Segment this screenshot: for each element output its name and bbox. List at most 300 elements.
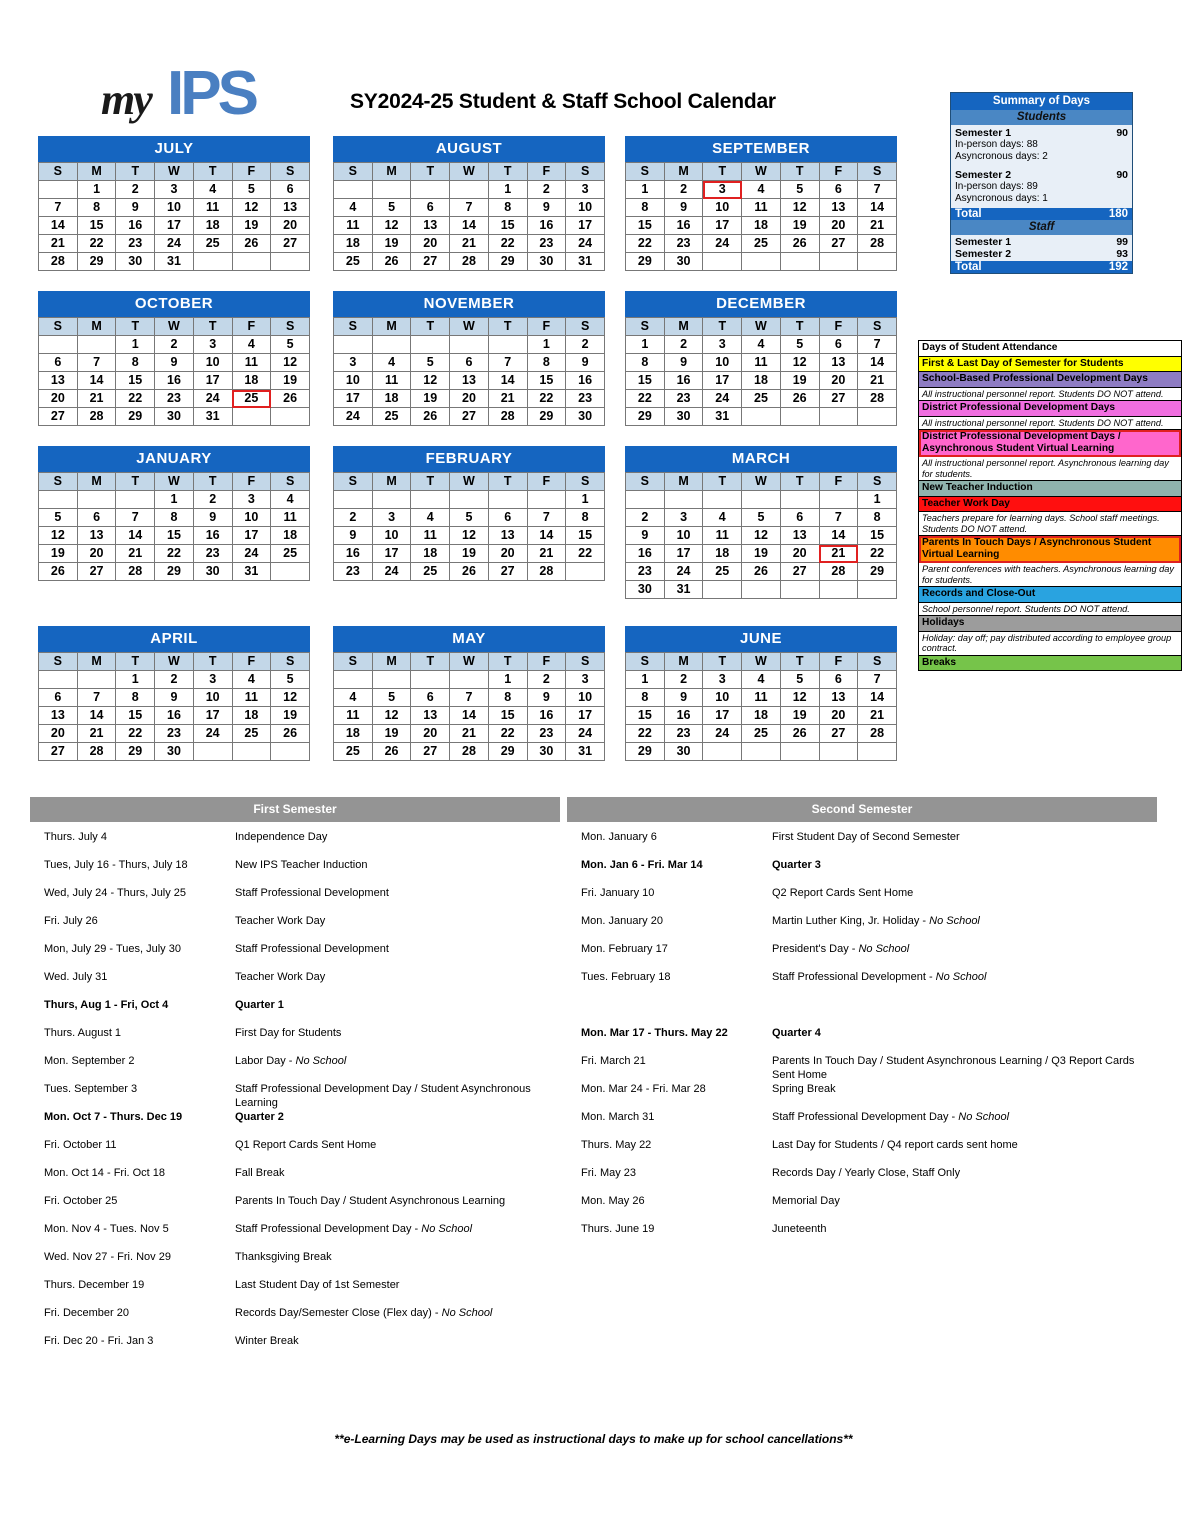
day-cell[interactable]: 22 [116,725,155,743]
day-cell[interactable]: 9 [334,527,373,545]
day-cell[interactable]: 12 [780,689,819,707]
day-cell[interactable]: 24 [703,725,742,743]
day-cell[interactable]: 29 [116,408,155,426]
day-cell[interactable]: 5 [450,509,489,527]
day-cell[interactable]: 17 [566,707,605,725]
day-cell[interactable]: 13 [271,199,310,217]
day-cell[interactable]: 18 [334,725,373,743]
day-cell[interactable]: 1 [488,671,527,689]
day-cell[interactable]: 19 [372,235,411,253]
day-cell[interactable]: 1 [527,336,566,354]
day-cell[interactable]: 8 [527,354,566,372]
day-cell[interactable]: 28 [858,235,897,253]
day-cell[interactable]: 7 [77,689,116,707]
day-cell[interactable]: 15 [858,527,897,545]
day-cell[interactable]: 17 [155,217,194,235]
day-cell[interactable]: 12 [39,527,78,545]
day-cell[interactable]: 25 [334,253,373,271]
day-cell[interactable]: 6 [450,354,489,372]
day-cell[interactable]: 26 [780,235,819,253]
day-cell[interactable]: 4 [372,354,411,372]
day-cell[interactable]: 8 [116,354,155,372]
day-cell[interactable]: 6 [411,689,450,707]
day-cell[interactable]: 24 [155,235,194,253]
day-cell[interactable]: 1 [488,181,527,199]
day-cell[interactable]: 27 [411,253,450,271]
day-cell[interactable]: 18 [742,217,781,235]
day-cell[interactable]: 20 [819,217,858,235]
day-cell[interactable]: 19 [742,545,781,563]
day-cell[interactable]: 11 [703,527,742,545]
day-cell[interactable]: 24 [566,235,605,253]
day-cell[interactable]: 11 [334,707,373,725]
day-cell[interactable]: 25 [742,235,781,253]
day-cell[interactable]: 18 [232,372,271,390]
day-cell[interactable]: 22 [626,390,665,408]
day-cell[interactable]: 31 [566,253,605,271]
day-cell[interactable]: 25 [271,545,310,563]
day-cell[interactable]: 12 [372,217,411,235]
day-cell[interactable]: 9 [664,354,703,372]
day-cell[interactable]: 13 [488,527,527,545]
day-cell[interactable]: 28 [858,390,897,408]
day-cell[interactable]: 7 [858,336,897,354]
day-cell[interactable]: 24 [372,563,411,581]
day-cell[interactable]: 2 [626,509,665,527]
day-cell[interactable]: 14 [116,527,155,545]
day-cell[interactable]: 13 [780,527,819,545]
day-cell[interactable]: 28 [116,563,155,581]
day-cell[interactable]: 5 [780,671,819,689]
day-cell[interactable]: 19 [780,217,819,235]
day-cell[interactable]: 10 [566,689,605,707]
day-cell[interactable]: 8 [626,689,665,707]
day-cell[interactable]: 24 [664,563,703,581]
day-cell[interactable]: 5 [372,689,411,707]
day-cell[interactable]: 16 [155,707,194,725]
day-cell[interactable]: 28 [527,563,566,581]
day-cell[interactable]: 6 [488,509,527,527]
day-cell[interactable]: 25 [703,563,742,581]
day-cell[interactable]: 19 [232,217,271,235]
day-cell[interactable]: 10 [193,354,232,372]
day-cell[interactable]: 20 [780,545,819,563]
day-cell[interactable]: 22 [626,725,665,743]
day-cell[interactable]: 7 [488,354,527,372]
day-cell[interactable]: 1 [155,491,194,509]
day-cell[interactable]: 24 [193,390,232,408]
day-cell[interactable]: 6 [780,509,819,527]
day-cell[interactable]: 2 [527,181,566,199]
day-cell[interactable]: 26 [411,408,450,426]
day-cell[interactable]: 2 [566,336,605,354]
day-cell[interactable]: 11 [193,199,232,217]
day-cell[interactable]: 1 [77,181,116,199]
day-cell[interactable]: 17 [566,217,605,235]
day-cell[interactable]: 28 [77,743,116,761]
day-cell[interactable]: 14 [527,527,566,545]
day-cell[interactable]: 27 [271,235,310,253]
day-cell[interactable]: 14 [858,354,897,372]
day-cell[interactable]: 26 [780,390,819,408]
day-cell[interactable]: 6 [271,181,310,199]
day-cell[interactable]: 23 [664,390,703,408]
day-cell[interactable]: 19 [411,390,450,408]
day-cell[interactable]: 20 [819,707,858,725]
day-cell[interactable]: 1 [858,491,897,509]
day-cell[interactable]: 22 [626,235,665,253]
day-cell[interactable]: 6 [819,181,858,199]
day-cell[interactable]: 2 [334,509,373,527]
day-cell[interactable]: 12 [411,372,450,390]
day-cell[interactable]: 3 [566,181,605,199]
day-cell[interactable]: 14 [858,689,897,707]
day-cell[interactable]: 20 [411,235,450,253]
day-cell[interactable]: 26 [372,253,411,271]
day-cell[interactable]: 23 [664,235,703,253]
day-cell[interactable]: 31 [193,408,232,426]
day-cell[interactable]: 27 [819,725,858,743]
day-cell[interactable]: 9 [527,689,566,707]
day-cell[interactable]: 15 [626,217,665,235]
day-cell[interactable]: 29 [858,563,897,581]
day-cell[interactable]: 13 [39,372,78,390]
day-cell[interactable]: 19 [39,545,78,563]
day-cell[interactable]: 19 [271,707,310,725]
day-cell[interactable]: 25 [411,563,450,581]
day-cell[interactable]: 15 [116,707,155,725]
day-cell[interactable]: 28 [450,743,489,761]
day-cell[interactable]: 3 [664,509,703,527]
day-cell[interactable]: 3 [193,671,232,689]
day-cell[interactable]: 9 [155,689,194,707]
day-cell[interactable]: 7 [450,199,489,217]
day-cell[interactable]: 9 [664,199,703,217]
day-cell[interactable]: 29 [626,408,665,426]
day-cell[interactable]: 6 [39,689,78,707]
day-cell[interactable]: 21 [77,390,116,408]
day-cell[interactable]: 13 [819,199,858,217]
day-cell[interactable]: 16 [527,707,566,725]
day-cell[interactable]: 17 [334,390,373,408]
day-cell[interactable]: 20 [411,725,450,743]
day-cell[interactable]: 21 [858,372,897,390]
day-cell[interactable]: 17 [703,217,742,235]
day-cell[interactable]: 12 [232,199,271,217]
day-cell[interactable]: 14 [77,707,116,725]
day-cell[interactable]: 7 [77,354,116,372]
day-cell[interactable]: 28 [39,253,78,271]
day-cell[interactable]: 11 [742,689,781,707]
day-cell[interactable]: 6 [819,336,858,354]
day-cell[interactable]: 25 [334,743,373,761]
day-cell[interactable]: 20 [39,725,78,743]
day-cell[interactable]: 31 [232,563,271,581]
day-cell[interactable]: 1 [626,181,665,199]
day-cell[interactable]: 8 [858,509,897,527]
day-cell[interactable]: 15 [626,372,665,390]
day-cell[interactable]: 23 [566,390,605,408]
day-cell[interactable]: 29 [116,743,155,761]
day-cell[interactable]: 5 [39,509,78,527]
day-cell[interactable]: 10 [155,199,194,217]
day-cell[interactable]: 9 [664,689,703,707]
day-cell[interactable]: 21 [39,235,78,253]
day-cell[interactable]: 18 [411,545,450,563]
day-cell[interactable]: 8 [626,354,665,372]
day-cell[interactable]: 6 [819,671,858,689]
day-cell[interactable]: 15 [488,217,527,235]
day-cell[interactable]: 14 [450,217,489,235]
day-cell[interactable]: 11 [742,354,781,372]
day-cell[interactable]: 27 [488,563,527,581]
day-cell[interactable]: 30 [566,408,605,426]
day-cell[interactable]: 2 [664,671,703,689]
day-cell[interactable]: 22 [116,390,155,408]
day-cell[interactable]: 18 [271,527,310,545]
day-cell[interactable]: 16 [155,372,194,390]
day-cell[interactable]: 11 [232,689,271,707]
day-cell[interactable]: 30 [664,743,703,761]
day-cell[interactable]: 4 [411,509,450,527]
day-cell[interactable]: 24 [703,235,742,253]
day-cell[interactable]: 13 [411,707,450,725]
day-cell[interactable]: 20 [77,545,116,563]
day-cell[interactable]: 24 [193,725,232,743]
day-cell[interactable]: 25 [372,408,411,426]
day-cell[interactable]: 6 [411,199,450,217]
day-cell[interactable]: 23 [155,390,194,408]
day-cell[interactable]: 7 [527,509,566,527]
day-cell[interactable]: 28 [819,563,858,581]
day-cell[interactable]: 10 [566,199,605,217]
day-cell[interactable]: 16 [334,545,373,563]
day-cell[interactable]: 18 [703,545,742,563]
day-cell[interactable]: 29 [626,743,665,761]
day-cell[interactable]: 20 [450,390,489,408]
day-cell[interactable]: 20 [819,372,858,390]
day-cell[interactable]: 3 [703,336,742,354]
day-cell[interactable]: 26 [271,725,310,743]
day-cell[interactable]: 24 [232,545,271,563]
day-cell[interactable]: 27 [780,563,819,581]
day-cell[interactable]: 10 [372,527,411,545]
day-cell[interactable]: 17 [703,707,742,725]
day-cell[interactable]: 15 [155,527,194,545]
day-cell[interactable]: 20 [39,390,78,408]
day-cell[interactable]: 25 [742,725,781,743]
day-cell[interactable]: 16 [664,372,703,390]
day-cell[interactable]: 30 [527,253,566,271]
day-cell[interactable]: 26 [450,563,489,581]
day-cell[interactable]: 13 [411,217,450,235]
day-cell[interactable]: 26 [372,743,411,761]
day-cell[interactable]: 1 [626,671,665,689]
day-cell[interactable]: 10 [703,354,742,372]
day-cell[interactable]: 13 [77,527,116,545]
day-cell[interactable]: 29 [77,253,116,271]
day-cell[interactable]: 29 [626,253,665,271]
day-cell[interactable]: 21 [819,545,858,563]
day-cell[interactable]: 15 [566,527,605,545]
day-cell[interactable]: 5 [271,336,310,354]
day-cell[interactable]: 4 [742,671,781,689]
day-cell[interactable]: 5 [271,671,310,689]
day-cell[interactable]: 4 [742,181,781,199]
day-cell[interactable]: 1 [116,336,155,354]
day-cell[interactable]: 26 [39,563,78,581]
day-cell[interactable]: 30 [155,408,194,426]
day-cell[interactable]: 15 [527,372,566,390]
day-cell[interactable]: 9 [193,509,232,527]
day-cell[interactable]: 27 [819,235,858,253]
day-cell[interactable]: 28 [77,408,116,426]
day-cell[interactable]: 7 [39,199,78,217]
day-cell[interactable]: 18 [193,217,232,235]
day-cell[interactable]: 25 [193,235,232,253]
day-cell[interactable]: 21 [858,707,897,725]
day-cell[interactable]: 14 [77,372,116,390]
day-cell[interactable]: 8 [116,689,155,707]
day-cell[interactable]: 29 [488,253,527,271]
day-cell[interactable]: 7 [858,181,897,199]
day-cell[interactable]: 10 [334,372,373,390]
day-cell[interactable]: 27 [39,743,78,761]
day-cell[interactable]: 3 [703,181,742,199]
day-cell[interactable]: 27 [819,390,858,408]
day-cell[interactable]: 16 [566,372,605,390]
day-cell[interactable]: 6 [77,509,116,527]
day-cell[interactable]: 14 [858,199,897,217]
day-cell[interactable]: 25 [742,390,781,408]
day-cell[interactable]: 7 [450,689,489,707]
day-cell[interactable]: 12 [271,354,310,372]
day-cell[interactable]: 19 [450,545,489,563]
day-cell[interactable]: 22 [566,545,605,563]
day-cell[interactable]: 22 [488,725,527,743]
day-cell[interactable]: 9 [155,354,194,372]
day-cell[interactable]: 31 [566,743,605,761]
day-cell[interactable]: 2 [116,181,155,199]
day-cell[interactable]: 19 [372,725,411,743]
day-cell[interactable]: 20 [488,545,527,563]
day-cell[interactable]: 23 [334,563,373,581]
day-cell[interactable]: 11 [742,199,781,217]
day-cell[interactable]: 22 [77,235,116,253]
day-cell[interactable]: 15 [626,707,665,725]
day-cell[interactable]: 17 [664,545,703,563]
day-cell[interactable]: 9 [626,527,665,545]
day-cell[interactable]: 21 [450,725,489,743]
day-cell[interactable]: 30 [155,743,194,761]
day-cell[interactable]: 22 [155,545,194,563]
day-cell[interactable]: 11 [334,217,373,235]
day-cell[interactable]: 24 [703,390,742,408]
day-cell[interactable]: 9 [116,199,155,217]
day-cell[interactable]: 2 [527,671,566,689]
day-cell[interactable]: 7 [116,509,155,527]
day-cell[interactable]: 26 [271,390,310,408]
day-cell[interactable]: 4 [703,509,742,527]
day-cell[interactable]: 30 [664,253,703,271]
day-cell[interactable]: 12 [271,689,310,707]
day-cell[interactable]: 29 [155,563,194,581]
day-cell[interactable]: 4 [334,199,373,217]
day-cell[interactable]: 12 [372,707,411,725]
day-cell[interactable]: 21 [527,545,566,563]
day-cell[interactable]: 20 [271,217,310,235]
day-cell[interactable]: 16 [664,707,703,725]
day-cell[interactable]: 15 [77,217,116,235]
day-cell[interactable]: 3 [703,671,742,689]
day-cell[interactable]: 27 [450,408,489,426]
day-cell[interactable]: 29 [527,408,566,426]
day-cell[interactable]: 16 [664,217,703,235]
day-cell[interactable]: 18 [742,707,781,725]
day-cell[interactable]: 1 [116,671,155,689]
day-cell[interactable]: 10 [703,199,742,217]
day-cell[interactable]: 6 [39,354,78,372]
day-cell[interactable]: 9 [566,354,605,372]
day-cell[interactable]: 21 [488,390,527,408]
day-cell[interactable]: 29 [488,743,527,761]
day-cell[interactable]: 17 [232,527,271,545]
day-cell[interactable]: 11 [271,509,310,527]
day-cell[interactable]: 30 [664,408,703,426]
day-cell[interactable]: 3 [372,509,411,527]
day-cell[interactable]: 13 [450,372,489,390]
day-cell[interactable]: 2 [664,336,703,354]
day-cell[interactable]: 2 [664,181,703,199]
day-cell[interactable]: 3 [566,671,605,689]
day-cell[interactable]: 5 [232,181,271,199]
day-cell[interactable]: 23 [626,563,665,581]
day-cell[interactable]: 8 [488,199,527,217]
day-cell[interactable]: 10 [664,527,703,545]
day-cell[interactable]: 27 [411,743,450,761]
day-cell[interactable]: 12 [450,527,489,545]
day-cell[interactable]: 12 [742,527,781,545]
day-cell[interactable]: 7 [819,509,858,527]
day-cell[interactable]: 25 [232,725,271,743]
day-cell[interactable]: 31 [664,581,703,599]
day-cell[interactable]: 15 [488,707,527,725]
day-cell[interactable]: 21 [77,725,116,743]
day-cell[interactable]: 8 [77,199,116,217]
day-cell[interactable]: 28 [450,253,489,271]
day-cell[interactable]: 13 [39,707,78,725]
day-cell[interactable]: 16 [626,545,665,563]
day-cell[interactable]: 18 [334,235,373,253]
day-cell[interactable]: 23 [193,545,232,563]
day-cell[interactable]: 12 [780,354,819,372]
day-cell[interactable]: 21 [858,217,897,235]
day-cell[interactable]: 2 [155,671,194,689]
day-cell[interactable]: 19 [780,707,819,725]
day-cell[interactable]: 31 [155,253,194,271]
day-cell[interactable]: 10 [703,689,742,707]
day-cell[interactable]: 30 [193,563,232,581]
day-cell[interactable]: 19 [780,372,819,390]
day-cell[interactable]: 4 [334,689,373,707]
day-cell[interactable]: 3 [334,354,373,372]
day-cell[interactable]: 5 [411,354,450,372]
day-cell[interactable]: 23 [116,235,155,253]
day-cell[interactable]: 27 [77,563,116,581]
day-cell[interactable]: 30 [116,253,155,271]
day-cell[interactable]: 28 [488,408,527,426]
day-cell[interactable]: 14 [39,217,78,235]
